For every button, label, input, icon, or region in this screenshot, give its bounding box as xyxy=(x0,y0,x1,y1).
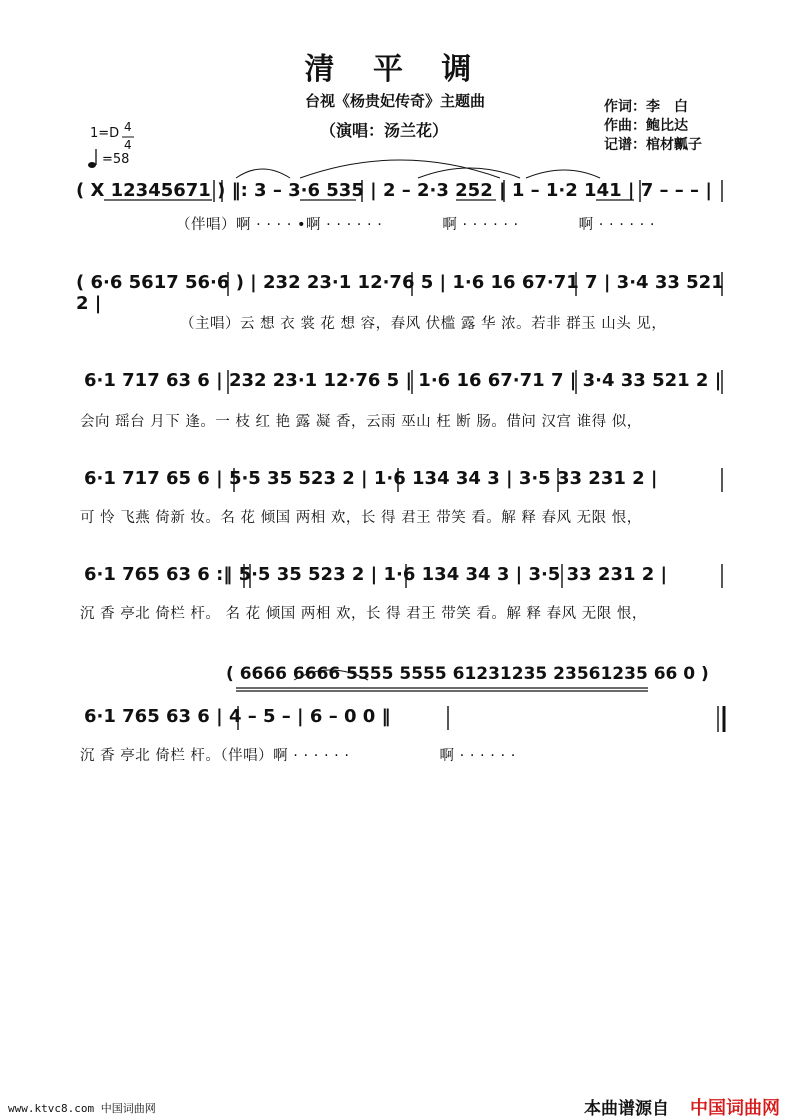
lyric-line-3: 会向 瑶台 月下 逢。一 枝 红 艳 露 凝 香，云雨 巫山 枉 断 肠。借问 汉宫 谁得 似， xyxy=(80,414,642,430)
time-signature-top: 4 xyxy=(124,120,132,134)
lyric-line-4: 可 怜 飞燕 倚新 妆。名 花 倾国 两相 欢，长 得 君王 带笑 看。解 释 春风 无限 恨， xyxy=(80,510,642,526)
lyric-line-7: 沉 香 亭北 倚栏 杆。（伴唱）啊 · · · · · · 啊 · · · · · · xyxy=(80,748,516,764)
singer-credit: （演唱：汤兰花） xyxy=(320,121,449,140)
tempo-marking: =58 xyxy=(102,152,130,167)
music-line-6: ( 6666 6666 5555 5555 61231235 23561235 66 0 ) xyxy=(226,664,709,684)
lyric-line-2: （主唱）云 想 衣 裳 花 想 容，春风 伏槛 露 华 浓。若非 群玉 山头 见， xyxy=(180,316,667,332)
lyric-line-5: 沉 香 亭北 倚栏 杆。 名 花 倾国 两相 欢，长 得 君王 带笑 看。解 释 春风 无限 恨， xyxy=(80,606,647,622)
song-title: 清 平 调 xyxy=(304,52,486,87)
music-line-7: 6·1 765 63 6 | 4 – 5 – | 6 – 0 0 ‖ xyxy=(84,706,391,727)
lyricist-credit: 作词：李 白 xyxy=(604,99,688,115)
music-line-2: ( 6·6 5617 56·6 ) | 232 23·1 12·76 5 | 1·6 16 67·71 7 | 3·4 33 521 2 | xyxy=(76,272,724,314)
music-line-5: 6·1 765 63 6 :‖ 5·5 35 523 2 | 1·6 134 34 3 | 3·5 33 231 2 | xyxy=(84,564,668,585)
composer-credit: 作曲：鲍比达 xyxy=(604,118,688,134)
footer-site-url[interactable]: www.ktvc8.com 中国词曲网 xyxy=(8,1102,156,1115)
key-signature: 1=D xyxy=(90,126,120,141)
song-subtitle: 台视《杨贵妃传奇》主题曲 xyxy=(304,92,485,110)
music-line-4: 6·1 717 65 6 | 5·5 35 523 2 | 1·6 134 34 3 | 3·5 33 231 2 | xyxy=(84,468,658,489)
music-line-1: ( X 12345671 ) ‖: 3 – 3·6 535 | 2 – 2·3 252 | 1 – 1·2 141 | 7 – – – | xyxy=(76,180,712,201)
lyric-line-1: （伴唱）啊 · · · · •啊 · · · · · · 啊 · · · · · · 啊 · · · · · · xyxy=(176,217,655,233)
footer-brand[interactable]: 中国词曲网 xyxy=(690,1098,780,1119)
music-line-3: 6·1 717 63 6 | 232 23·1 12·76 5 | 1·6 16 67·71 7 | 3·4 33 521 2 | xyxy=(84,370,722,391)
footer-source-label: 本曲谱源自 xyxy=(584,1099,669,1119)
time-signature-bottom: 4 xyxy=(124,138,132,152)
transcriber-credit: 记谱：棺材瓤子 xyxy=(604,137,702,153)
